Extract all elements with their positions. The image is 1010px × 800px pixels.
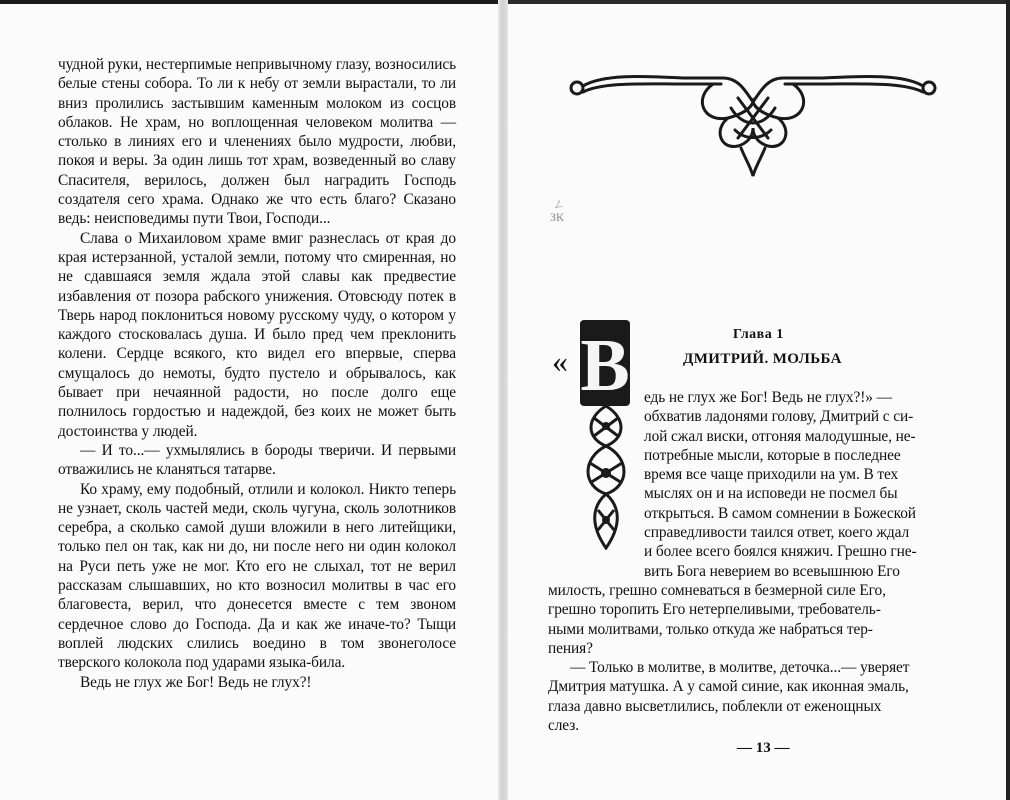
text-line: время все чаще приходили на ум. В тех [644, 466, 899, 484]
celtic-knot-ornament [563, 68, 943, 180]
text-line: мыслях он и на исповеди не посмел бы [644, 485, 898, 503]
text-line: едь не глух же Бог! Ведь не глух?!» — [644, 389, 892, 406]
text-line: обхватив ладонями голову, Дмитрий с си- [644, 408, 914, 426]
faint-mark: ЗК [550, 210, 565, 224]
text-line: ными молитвами, только откуда же набраться тер- [548, 620, 873, 638]
text-line: вить Бога неверием во всевышнюю Его [644, 562, 900, 580]
text-line: милость, грешно сомневаться в безмерной силе Его, [548, 581, 886, 599]
text-line: слез. [548, 717, 579, 735]
book-spine [498, 0, 508, 800]
right-page-text [508, 388, 958, 735]
text-line: потребные мысли, которые в последнее [644, 446, 901, 464]
paragraph: Слава о Михаиловом храме вмиг разнеслась от края до края истерзанной, усталой земли, потому что смиренная, но не сдавшаяся земля ждала этой славы как предвестие избавления от позора рабского унижения. Отовсюду потек в Тверь народ поклониться новому русскому чуду, о котором у каждого стосковалась душа. И было пред чем преклонить колени. Сердце всякого, кто видел его впервые, сперва смущалось до немоты, будто пустело и обрывалось, как бывает при нечаянной радости, но после долго еще полнилось гордостью и надеждой, без коих не может быть достоинства у людей. [58, 229, 456, 440]
text-line: и более всего боялся княжич. Грешно гне- [644, 543, 917, 561]
chapter-title: ДМИТРИЙ. МОЛЬБА [683, 351, 842, 367]
page-number: — 13 — [737, 740, 790, 756]
drop-cap-letter: В [580, 325, 630, 407]
opening-quote-mark: « [552, 343, 568, 379]
paragraph: Ведь не глух же Бог! Ведь не глух?! [80, 673, 312, 691]
paragraph: чудной руки, нестерпимые непривычному глазу, возносились белые стены собора. То ли к небу от земли вырастали, то ли вниз пролились застывшим каменным молоком из сосцов облаков. Не храм, но воплощенная человеком молитва — столько в линиях его и членениях было мудрости, любви, покоя и веры. За один лишь тот храм, возведенный во славу Спасителя, верилось, должен был наградить Господь создателя сего храма. Однако же что есть благо? Сказано ведь: неисповедимы пути Твои, Господи... [58, 56, 456, 228]
left-page-text [58, 55, 456, 692]
text-line: глаза давно высветлились, поблекли от еженощных [548, 697, 882, 715]
right-page [508, 0, 1006, 800]
text-line: грешно торопить Его нетерпеливыми, требователь- [548, 601, 881, 619]
paragraph: Ко храму, ему подобный, отлили и колокол. Никто теперь не узнает, сколь частей меди, сколь чугуна, сколь золотников серебра, а сколько самой души вложили в него литейщики, только пел он так, как ни до, ни после него ни один колокол на Руси петь уже не мог. Кто его не слыхал, тот не верил рассказам слышавших, но кто возносил молитвы в час его благовеста, верил, что донесется вместе с тем звоном сердечное слово до Господа. Да и как же иначе-то? Тыщи воплей людских слились воедино в том звонеголосе тверского колокола под ударами языка-била. [58, 480, 456, 672]
text-line: открыться. В самом сомнении в Божеской [644, 504, 916, 522]
text-line: Дмитрия матушка. А у самой синие, как иконная эмаль, [548, 678, 909, 696]
faint-mark: ㄥ [553, 197, 566, 211]
chapter-label: Глава 1 [733, 327, 784, 342]
paragraph: — И то...— ухмылялись в бороды тверичи. И первыми отважились не кланяться татарве. [58, 441, 456, 479]
text-line: — Только в молитве, в молитве, деточка...— уверяет [570, 659, 910, 677]
page-edge [1006, 0, 1010, 800]
text-line: справедливости таился ответ, коего ждал [644, 524, 910, 542]
text-line: лой сжал виски, отгоняя малодушные, не- [644, 427, 916, 445]
left-page [0, 0, 498, 800]
text-line: пения? [548, 639, 593, 657]
